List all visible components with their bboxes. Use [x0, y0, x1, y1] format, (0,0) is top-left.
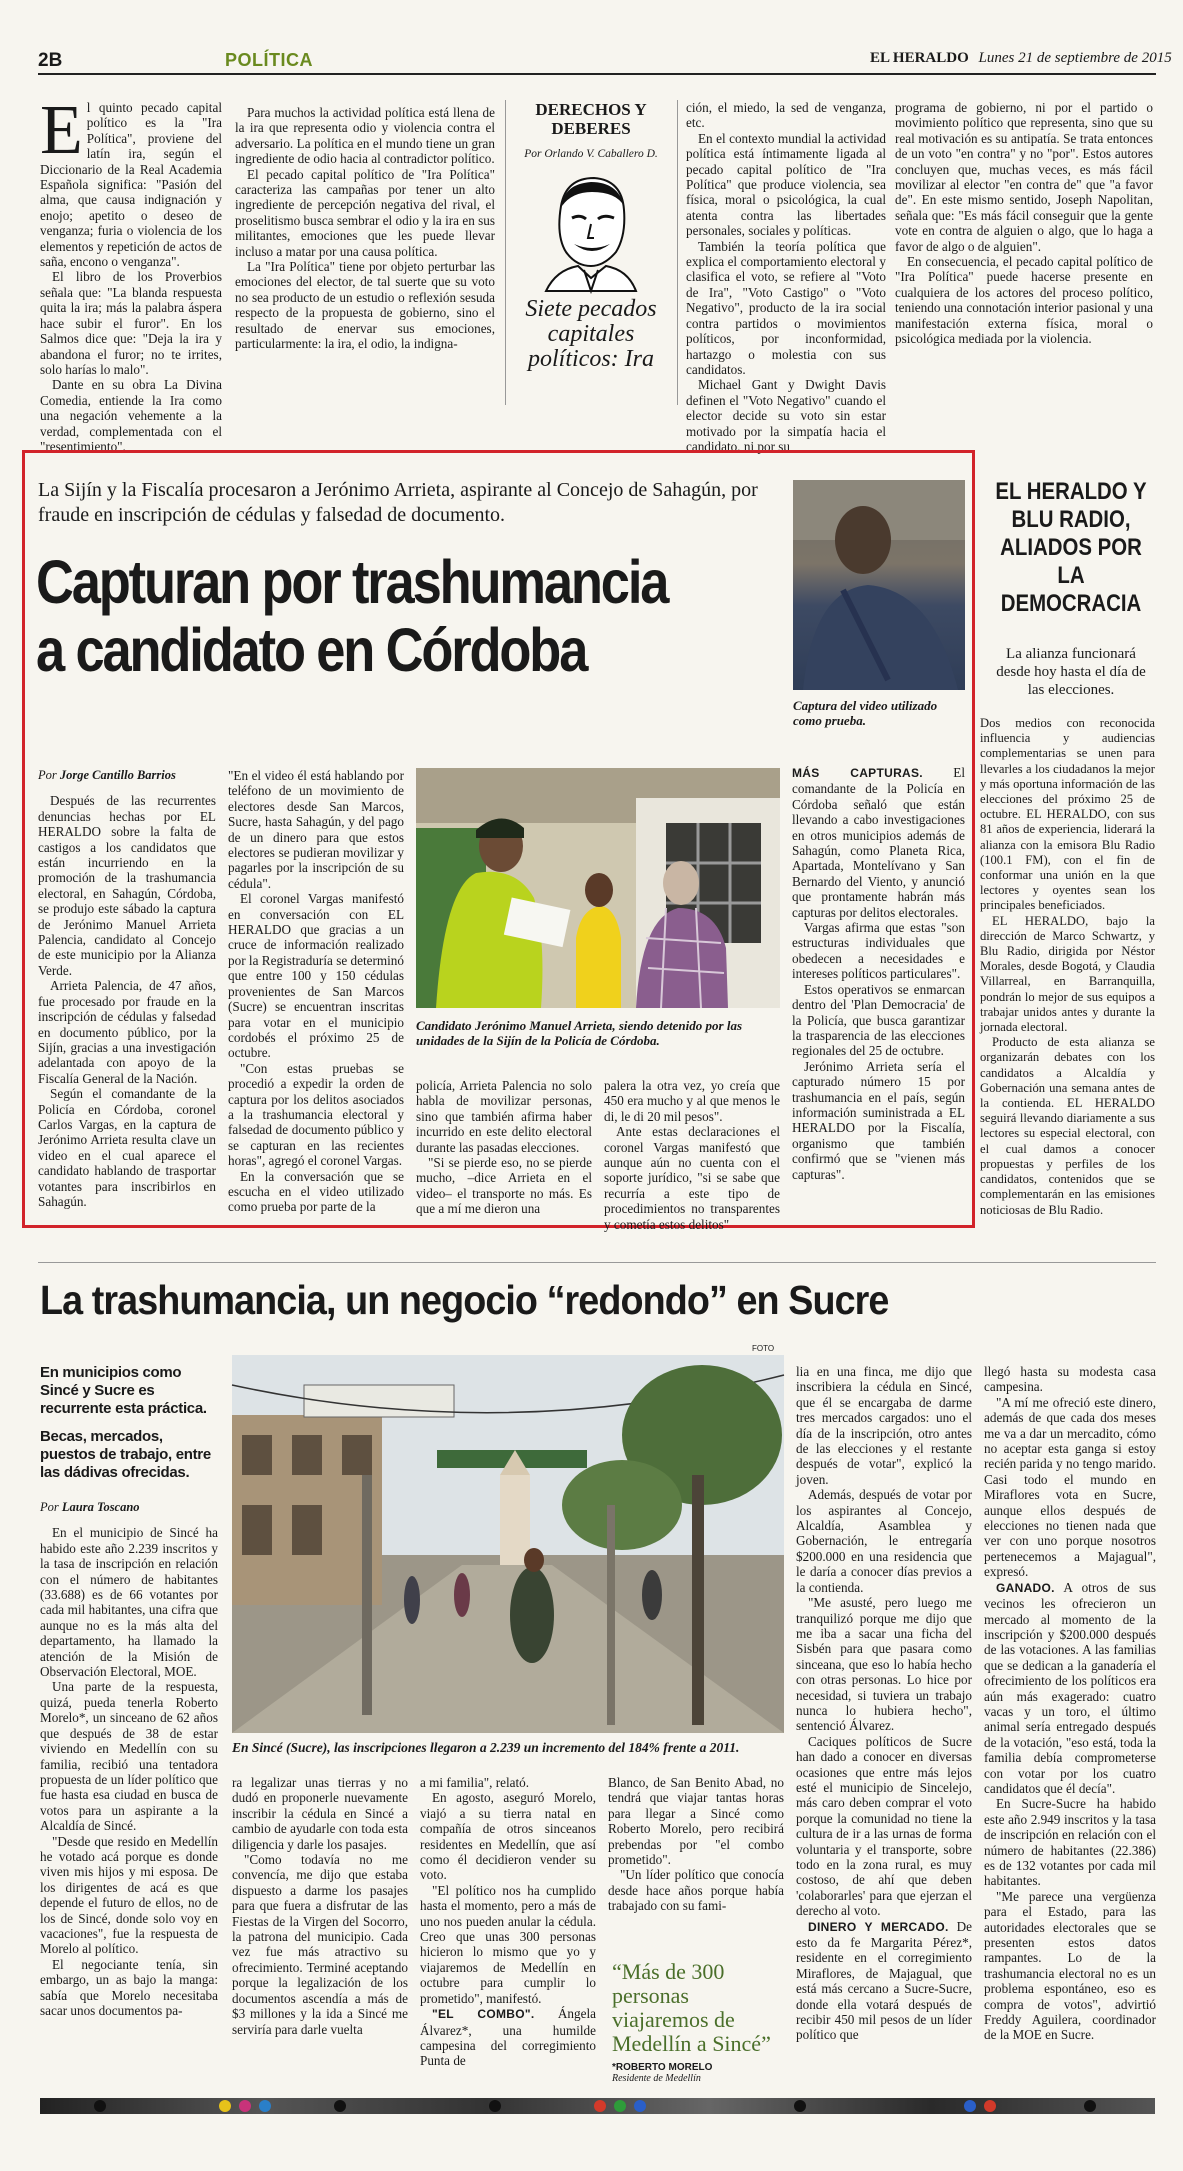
second-p7: a mi familia", relató. [420, 1775, 530, 1790]
box-rule-left [505, 100, 506, 405]
second-deck-1: En municipios como Sincé y Sucre es recurrente esta práctica. [40, 1364, 207, 1417]
second-p17: De esto da fe Margarita Pérez*, residente en el corregimiento Miraflores, de Majagual, que está más cercano a Sucre-Sucre, donde ella votará después de recibir 450 mil pesos de un líder político que [796, 1918, 972, 2043]
header-rule [38, 73, 1156, 75]
second-p6: "Como todavía no me convencía, me dijo que estaba dispuesto a darme los pasajes para que fuera a disfrutar de las Fiestas de la Virgen del Socorro, la patrona del municipio. Cada vez fue más atractivo su ofrecimiento. Terminé aceptando porque la legalización de los documentos ascendía a más de $3 millones y la ida a Sincé me serviría para darle vuelta [232, 1852, 408, 2037]
opinion-p11: programa de gobierno, ni por el partido o movimiento político que representa, sino que su real motivación es su antipatía. Se trata entonces de un voto "en contra" y no "por". Estos autores concluyen que, muchas veces, es más fácil movilizar al elector "en contra de" que "a favor de". En este mismo sentido, Joseph Napolitan, señala que: "Es más fácil conseguir que la gente vote en contra de alguien o algo, que lo haga a favor de algo o de alguien". [895, 100, 1153, 254]
main-p2: Arrieta Palencia, de 47 años, fue procesado por fraude en la inscripción de cédulas y falsedad en documento público, por la Sijín, gracias a una investigación adelantada con apoyo de la Fiscalía General de la Nación. [38, 978, 216, 1086]
box-rule-right [677, 100, 678, 405]
second-p8: En agosto, aseguró Morelo, viajó a su tierra natal en compañía de otros sinceanos residentes en Medellín, que así como él decidieron vender su voto. [420, 1790, 596, 1883]
main-p7: En la conversación que se escucha en el video utilizado como prueba por parte de la [228, 1168, 404, 1215]
main-col-2 [228, 768, 404, 1218]
registration-strip [40, 2098, 1155, 2114]
second-col-5 [796, 1364, 972, 2080]
opinion-p3: Dante en su obra La Divina Comedia, entiende la Ira como una negación vehemente a la verdad, complementada con el "resentimiento". [40, 377, 222, 454]
sucre-street-photo [232, 1355, 784, 1733]
masthead-paper [870, 50, 1172, 67]
second-p20: A otros de sus vecinos les ofrecieron un mercado al momento de la inscripción y $200.000 después de las votaciones. A las familias que se dedican a la ganadería el ofrecimiento de los políticos era aún más exagerado: cuatro vacas y un toro, el último animal sería entregado después de la votación, "eso está, toda la familia debía comprometerse con votar por los cuatro candidatos que él decía". [984, 1579, 1156, 1796]
opinion-col-1 [40, 92, 222, 454]
opinion-p10: Michael Gant y Dwight Davis definen el "Voto Negativo" cuando el elector decide su voto sin estar motivado por la simpatía hacia el candidato, ni por su [686, 377, 886, 454]
author-portrait-icon [536, 166, 646, 291]
main-p14: Estos operativos se enmarcan dentro del 'Plan Democracia' de la Policía, que busca garantizar la trasparencia de las elecciones regionales del 25 de octubre. [792, 981, 965, 1059]
second-story-rule [38, 1262, 1156, 1263]
main-col-4 [604, 1078, 780, 1232]
second-p1: En el municipio de Sincé ha habido este año 2.239 inscritos y la tasa de inscripción en relación con el número de habitantes (33.688) es de 66 votantes por cada mil habitantes, una cifra que aunque no es la más alta del departamento, ha llamado la atención de la Misión de Observación Electoral, MOE. [40, 1525, 218, 1680]
second-p14: Además, después de votar por los aspirantes al Concejo, Alcaldía, Asamblea y Gobernación, le entregaría $200.000 en una residencia que le daría a conocer días previos a la contienda. [796, 1487, 972, 1595]
second-p16: Caciques políticos de Sucre han dado a conocer en diversas ocasiones que entre más lejos esté el municipio de Sincelejo, más caro deben comprar el voto porque la comunidad no tiene la cultura de ir a las urnas de forma voluntaria y el transporte, sobre todo en la zona rural, es muy costoso, de ahí que deben 'colaborarles' para que ejerzan el derecho al voto. [796, 1733, 972, 1919]
opinion-col-2 [235, 105, 495, 405]
column-author: Por Orlando V. Caballero D. [524, 148, 658, 160]
page-number: 2B [38, 50, 63, 71]
opinion-p5: El pecado capital político de "Ira Política" caracteriza las campañas por tener un alto ingrediente de percepción negativa del rival, el proselitismo busca sembrar el odio y la ira en sus militantes, emociones que les puede llevar incluso a matar por una causa política. [235, 166, 495, 259]
opinion-p8: En el contexto mundial la actividad política está íntimamente ligada al pecado capital político de "Ira Política" que produce violencia, sea física, moral o psicológica, la cual atenta contra las libertades personales, sociales y políticas. [686, 130, 886, 239]
opinion-p6: La "Ira Política" tiene por objeto perturbar las emociones del elector, de tal suerte que su voto no sea producto de un estudio o reflexión sesuda respecto de la propuesta de gobierno, sino el resultado de enervar sus emociones, particularmente: la ira, el odio, la indigna- [235, 259, 495, 352]
main-p4: "En el video él está hablando por teléfono de un movimiento de electores desde San Marcos, Sucre, hasta Sahagún, y del pago de un dinero para que estos electores se pudieran movilizar y pagarles por la inscripción de su cédula". [228, 768, 404, 891]
second-p11: Blanco, de San Benito Abad, no tendrá que viajar tantas horas para llegar a Sincé como Roberto Morelo, pero recibirá prebendas por "el combo prometido". [608, 1775, 784, 1868]
section-label: POLÍTICA [225, 50, 313, 70]
side-deck: La alianza funcionará desde hoy hasta el día de las elecciones. [996, 646, 1146, 698]
side-p1: Dos medios con reconocida influencia y audiencias complementarias se unen para llevarles a los ciudadanos la mejor y más oportuna información de las elecciones del próximo 25 de octubre. EL HERALDO, con sus 81 años de experiencia, liderará la alianza con la emisora Blu Radio (100.1 FM), con el fin de conformar una unión en la que lectores y oyentes sean los principales beneficiados. [980, 716, 1155, 913]
second-col-1 [40, 1500, 218, 2080]
second-p9: "El político nos ha cumplido hasta el momento, pero a más de uno nos pueden anular la cédula. Creo que unas 300 personas hicieron lo mismo que yo y viajaremos de Medellín en octubre para cumplir lo prometido", manifestó. [420, 1882, 596, 2006]
money-kicker: DINERO Y MERCADO. [808, 1919, 949, 1934]
main-p1: Después de las recurrentes denuncias hechas por EL HERALDO sobre la falta de castigos a los candidatos que están incurriendo en la promoción de la trashumancia electoral, en Sahagún, Córdoba, se produjo este sábado la captura de Jerónimo Manuel Arrieta Palencia, candidato al Concejo de este municipio por la Alianza Verde. [38, 793, 216, 978]
second-deck-2: Becas, mercados, puestos de trabajo, entre las dádivas ofrecidas. [40, 1428, 211, 1481]
second-byline-prefix: Por [40, 1500, 59, 1514]
opinion-p9: También la teoría política que explica el comportamiento electoral y clasifica el voto, se refiere al "Voto de Ira", "Voto Castigo" o "Voto Negativo", producto de la ira social contra partidos o movimientos políticos, por inconformidad, hartazgo o molestia con sus candidatos. [686, 238, 886, 377]
pull-quote-role: Residente de Medellín [612, 2073, 701, 2084]
main-deck: La Sijín y la Fiscalía procesaron a Jerónimo Arrieta, aspirante al Concejo de Sahagún, por fraude en inscripción de cédulas y falsedad de documento. [38, 479, 758, 526]
second-col-6 [984, 1364, 1156, 2080]
main-p5: El coronel Vargas manifestó en conversación con EL HERALDO que gracias a un cruce de información realizado por la Registraduría se determinó que entre 100 y 150 cédulas provenientes de San Marcos (Sucre) se encuentran inscritas para votar en el municipio cordobés el próximo 25 de octubre. [228, 891, 404, 1061]
byline-prefix: Por [38, 768, 57, 782]
opinion-col-5 [895, 100, 1153, 405]
second-col-3 [420, 1775, 596, 2080]
second-p12: "Un líder político que conocía desde hace años porque había trabajado con su fami- [608, 1867, 784, 1914]
opinion-p12: En consecuencia, el pecado capital político de "Ira Política" puede hacerse presente en cualquiera de los actores del proceso político, teniendo una connotación interior pasional y una manifestación externa física, moral o psicológica mediada por la violencia. [895, 254, 1153, 347]
side-p2: EL HERALDO, bajo la dirección de Marco Schwartz, y Blu Radio, dirigida por Néstor Morales, desde Bogotá, y Claudia Villarreal, en Barranquilla, pondrán lo mejor de sus equipos a trabajar unidos antes y durante la jornada electoral. [980, 913, 1155, 1035]
cattle-kicker: GANADO. [996, 1580, 1055, 1595]
opinion-col-4 [686, 100, 886, 454]
second-byline [40, 1500, 218, 1515]
main-headline: Capturan por trashumancia a candidato en Córdoba [36, 548, 668, 684]
arrest-photo [416, 768, 780, 1008]
second-p5: ra legalizar unas tierras y no dudó en proponerle nuevamente inscribir la cédula en Sincé a cambio de ayudarle con toda esta diligencia y darle los pasajes. [232, 1775, 408, 1852]
opinion-p1: l quinto pecado capital político es la "Ira Política", proviene del latín ira, según el Diccionario de la Real Academia Española significa: "Pasión del alma, que causa indignación y enojo; apetito o deseo de venganza; furia o violencia de los elementos y repetición de actos de saña, encono o venganza". [40, 100, 222, 270]
second-p13: lia en una finca, me dijo que inscribiera la cédula en Sincé, que él se encargaba de darme tres mercados cargados: uno el día de la inscripción, otro antes de las elecciones y el restante después de votar", explicó la joven. [796, 1364, 972, 1487]
column-headline: Siete pecados capitales políticos: Ira [525, 296, 657, 372]
main-p11: Ante estas declaraciones el coronel Vargas manifestó que aunque aún no cuenta con el soporte jurídico, "si se sabe que recurría a este tipo de procedimientos no transparentes y cometía estos delitos" [604, 1124, 780, 1232]
second-p3: "Desde que resido en Medellín he votado acá porque es donde viven mis hijos y mi esposa. De los dirigentes de acá es que depende el futuro de ellos, no de los de Sincé, donde solo voy en vacaciones", fue la respuesta de Morelo al político. [40, 1833, 218, 1957]
column-box [510, 100, 672, 405]
photo-credit: FOTO [752, 1344, 775, 1353]
byline-author: Jorge Cantillo Barrios [59, 768, 176, 782]
second-p21: En Sucre-Sucre ha habido este año 2.949 inscritos y la tasa de inscripción en relación con el número de habitantes (22.386) es de 132 votantes por cada mil habitantes. [984, 1796, 1156, 1889]
video-caption: Captura del video utilizado como prueba. [793, 698, 938, 728]
opinion-p7: ción, el miedo, la sed de venganza, etc. [686, 100, 886, 131]
issue-date: Lunes 21 de septiembre de 2015 [978, 50, 1172, 66]
side-p3: Producto de esta alianza se organizarán debates con los candidatos a Alcaldía y Gobernación una semana antes de la contienda. EL HERALDO seguirá llevando diariamente a sus lectores su especial electoral, con el cual damos a conocer propuestas y perfiles de los candidatos, contenidos que se complementarán en las emisiones noticiosas de Blu Radio. [980, 1035, 1155, 1217]
second-p22: "Me parece una vergüenza para el Estado, para las autoridades electorales que se presenten estos datos rampantes. Lo de la trashumancia electoral no es un problema espontáneo, eso es compra de votos", advirtió Freddy Aguilera, coordinador de la MOE en Sucre. [984, 1888, 1156, 2043]
main-col-3 [416, 1078, 592, 1218]
second-col-4 [608, 1775, 784, 1914]
second-byline-author: Laura Toscano [61, 1500, 140, 1514]
pull-quote [612, 1960, 784, 2084]
main-p6: "Con estas pruebas se procedió a expedir la orden de captura por los delitos asociados a la trashumancia electoral y falsedad de documento público y se capturan en las recientes horas", agregó el coronel Vargas. [228, 1060, 404, 1169]
main-p8: policía, Arrieta Palencia no solo habla de movilizar personas, sino que también afirma haber incurrido en este delito electoral durante las pasadas elecciones. [416, 1078, 592, 1155]
second-p2: Una parte de la respuesta, quizá, pueda tenerla Roberto Morelo*, un sinceano de 62 años que después de 38 de estar viviendo en Medellín con su familia, recibió una tentadora propuesta de un líder político que fue hasta esa ciudad en busca de votos para un aspirante a la Alcaldía de Sincé. [40, 1679, 218, 1834]
column-box-title: DERECHOS Y DEBERES [535, 100, 647, 138]
opinion-p4: Para muchos la actividad política está llena de la ira que representa odio y violencia contra el adversario. La política en el mundo tiene un gran ingrediente de odio hacia al contradictor político. [235, 105, 495, 167]
main-p15: Jerónimo Arrieta sería el capturado número 15 por trashumancia en el país, según información suministrada a EL HERALDO por la Fiscalía, organismo que también confirmó que se "vienen más capturas". [792, 1058, 965, 1182]
main-p3: Según el comandante de la Policía en Córdoba, coronel Carlos Vargas, en la captura de Jerónimo Arrieta resulta clave un video en el cual aparece el candidato hablando de trasportar votantes para inscribirlos en Sahagún. [38, 1086, 216, 1209]
pull-quote-source: *ROBERTO MORELO [612, 2062, 713, 2073]
combo-kicker: "EL COMBO". [432, 2007, 535, 2022]
main-p10: palera la otra vez, yo creía que 450 era mucho y al que menos le di, le di 20 mil pesos". [604, 1078, 780, 1124]
main-col-1 [38, 768, 216, 1218]
main-col-5 [792, 765, 965, 1220]
side-body [980, 716, 1155, 1276]
drop-cap: E [40, 92, 83, 169]
pull-quote-text: “Más de 300 personas viajaremos de Medellín a Sincé” [612, 1959, 771, 2056]
main-p9: "Si se pierde eso, no se pierde mucho, –dice Arrieta en el video– el transporte no más. Es que a mí me dieron una [416, 1155, 592, 1217]
second-p15: "Me asusté, pero luego me tranquilizó porque me dijo que me iba a sacar una ficha del Sisbén para que pasara como sinceana, que eso lo había hecho con otras personas. Lo hice por necesidad, si tuviera un trabajo nunca lo hubiera hecho", sentenció Álvarez. [796, 1595, 972, 1734]
more-captures-kicker: MÁS CAPTURAS. [792, 766, 923, 780]
second-col-2 [232, 1775, 408, 2080]
opinion-p2: El libro de los Proverbios señala que: "La blanda respuesta quita la ira; más la palabra áspera hace subir el furor". En los Salmos dice que: "Deja la ira y abandona el furor; no te irrites, solo harías lo malo". [40, 269, 222, 377]
second-p4: El negociante tenía, sin embargo, un as bajo la manga: sabía que Morelo necesitaba sacar unos documentos pa- [40, 1956, 218, 2018]
street-caption: En Sincé (Sucre), las inscripciones llegaron a 2.239 un incremento del 184% frente a 2011. [232, 1740, 740, 1755]
paper-name: EL HERALDO [870, 50, 969, 66]
second-p10: Ángela Álvarez*, una humilde campesina del corregimiento Punta de [420, 2006, 596, 2069]
main-byline [38, 768, 216, 783]
second-headline: La trashumancia, un negocio “redondo” en Sucre [40, 1277, 889, 1323]
second-p19: "A mí me ofreció este dinero, además de que cada dos meses me va a dar un mercadito, cómo no aceptar esta ganga si estoy recién parida y no tengo marido. Casi todo el mundo en Miraflores vota en Sucre, aunque ellos después de elecciones no tienen nada que ver con uno porque nosotros pertenecemos a Majagual", expresó. [984, 1394, 1156, 1580]
arrest-caption: Candidato Jerónimo Manuel Arrieta, siendo detenido por las unidades de la Sijín de la Policía de Córdoba. [416, 1018, 743, 1048]
video-capture-photo [793, 480, 965, 690]
side-headline: EL HERALDO Y BLU RADIO, ALIADOS POR LA DEMOCRACIA [995, 478, 1147, 617]
main-p12: El comandante de la Policía en Córdoba señaló que están llevando a cabo investigaciones en otros municipios además de Sahagún, como Planeta Rica, Apartada, Montelívano y San Bernardo del Viento, y anunció que prontamente habrán más capturas por delitos electorales. [792, 765, 965, 920]
second-p18: llegó hasta su modesta casa campesina. [984, 1364, 1156, 1395]
main-p13: Vargas afirma que estas "son estructuras individuales que obedecen a necesidades e intereses políticos particulares". [792, 920, 965, 982]
